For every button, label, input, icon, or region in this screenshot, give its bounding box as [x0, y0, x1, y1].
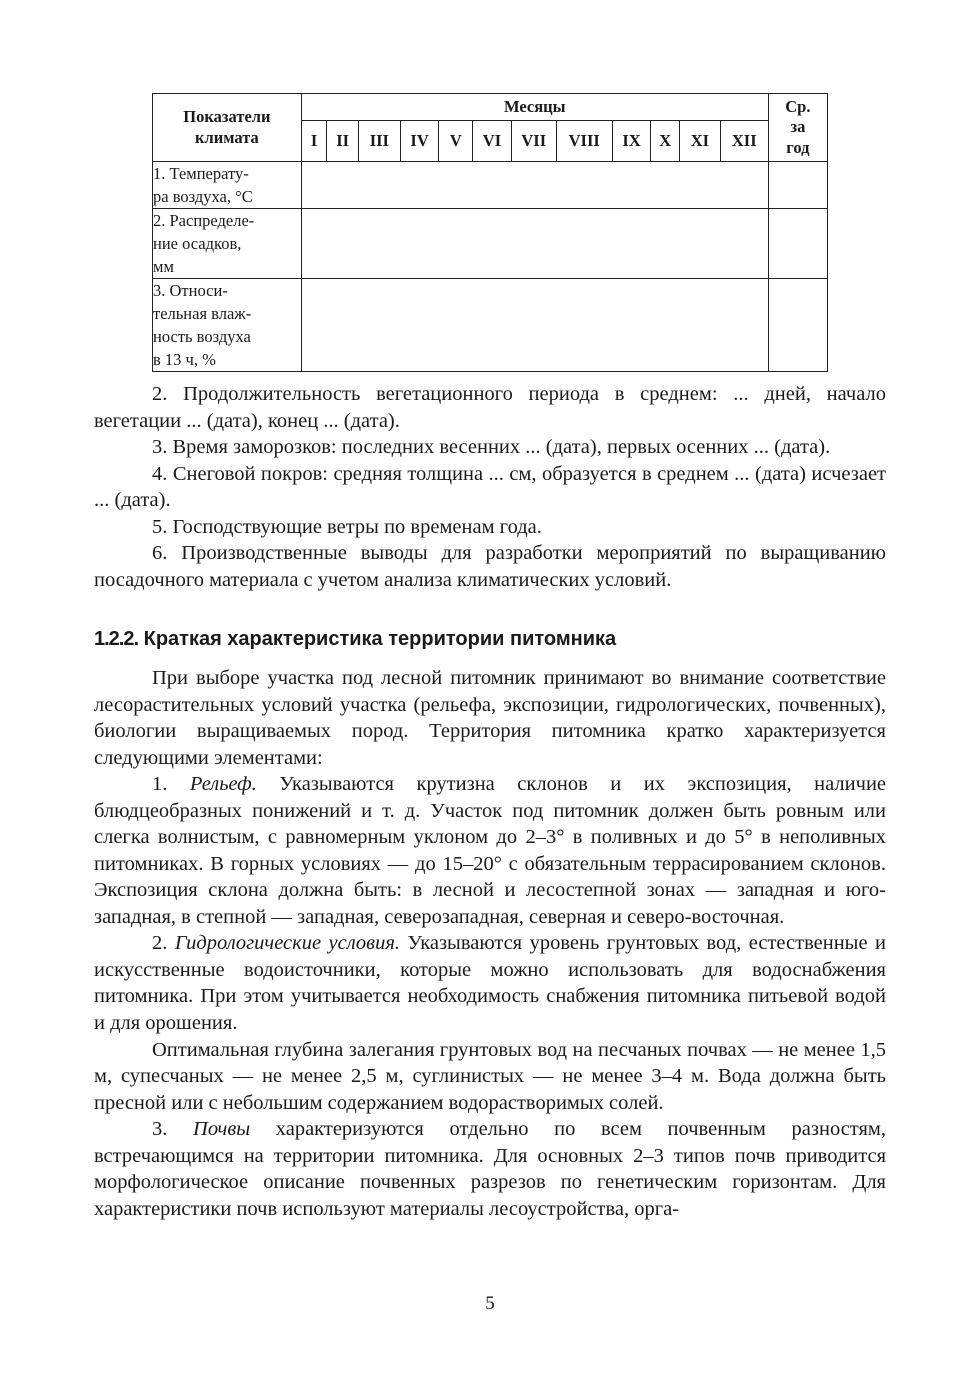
paragraph-intro: При выборе участка под лесной питомник принимают во внимание соответствие лесорастительных условий участка (рельефа, экспозиции, гидрологических, почвенных), биологии выращиваемых пород. Территория питомника кратко характеризуется следующими элементами: [94, 667, 886, 769]
paragraph-frost-time: 3. Время заморозков: последних весенних ... (дата), первых осенних ... (дата). [152, 436, 831, 458]
hydro-text: Указываются уровень грунтовых вод, естественные и искусственные водоисточники, которые можно использовать для водоснабжения питомника. При этом учитывается необходимость снабжения питомника питьевой водой и для орошения. [94, 932, 887, 1034]
month-header-5: V [439, 121, 473, 162]
row-label-precipitation: 2. Распределе- ние осадков, мм [153, 209, 302, 279]
indicator-header: Показатели климата [153, 94, 302, 162]
month-header-8: VIII [556, 121, 612, 162]
humidity-average [768, 279, 827, 372]
month-header-12: XII [720, 121, 768, 162]
hydro-term: Гидрологические условия. [174, 932, 400, 954]
page-number: 5 [485, 1293, 495, 1314]
temperature-month-values [301, 162, 768, 209]
row-label-temperature: 1. Температу- ра воздуха, °С [153, 162, 302, 209]
row-label-humidity: 3. Относи- тельная влаж- ность воздуха в 13 ч, % [153, 279, 302, 372]
paragraph-groundwater: Оптимальная глубина залегания грунтовых вод на песчаных почвах — не менее 1,5 м, супесчаных — не менее 2,5 м, суглинистых — не менее 3–4 м. Вода должна быть пресной или с небольшим содержанием водорастворимых солей. [94, 1038, 886, 1114]
soils-text: характеризуются отдельно по всем почвенным разностям, встречающимся на территории питомника. Для основных 2–3 типов почв приводится морфологическое описание почвенных разрезов по генетическим горизонтам. Для характеристики почв используют материалы лесоустройства, орга- [94, 1118, 887, 1220]
hydro-number: 2. [152, 932, 168, 954]
month-header-6: VI [473, 121, 512, 162]
month-header-9: IX [612, 121, 651, 162]
precipitation-month-values [301, 209, 768, 279]
month-header-3: III [358, 121, 400, 162]
paragraph-vegetation-period: 2. Продолжительность вегетационного периода в среднем: ... дней, начало вегетации ... (дата), конец ... (дата). [94, 383, 886, 432]
relief-number: 1. [152, 773, 168, 795]
months-header: Месяцы [301, 94, 768, 121]
climate-items-list [94, 381, 886, 593]
paragraph-soils [94, 1116, 886, 1222]
month-header-10: X [651, 121, 680, 162]
month-header-2: II [327, 121, 359, 162]
month-header-4: IV [400, 121, 439, 162]
temperature-average [768, 162, 827, 209]
paragraph-prevailing-winds: 5. Господствующие ветры по временам года. [152, 515, 542, 538]
climate-table [152, 93, 828, 372]
section-heading [94, 624, 886, 654]
paragraph-hydrology [94, 930, 886, 1036]
relief-term: Рельеф. [189, 773, 257, 795]
month-header-7: VII [511, 121, 556, 162]
paragraph-snow-cover: 4. Снеговой покров: средняя толщина ... см, образуется в среднем ... (дата) исчезает ... (дата). [94, 462, 886, 511]
relief-text: Указываются крутизна склонов и их экспозиция, наличие блюдцеобразных понижений и т. д. Участок под питомник должен быть ровным или слегка волнистым, с равномерным уклоном до 2–3° в поливных и до 5° в неполивных питомниках. В горных условиях — до 15–20° с обязательным террасированием склонов. Экспозиция склона должна быть: в лесной и лесостепной зонах — западная и юго-западная, в степной — западная, северозападная, северная и северо-восточная. [94, 773, 887, 928]
precipitation-average [768, 209, 827, 279]
month-header-11: XI [680, 121, 721, 162]
soils-term: Почвы [193, 1118, 251, 1140]
annual-average-header: Ср. за год [768, 94, 827, 162]
section-number: 1.2.2. [94, 628, 139, 650]
section-title: Краткая характеристика территории питомника [143, 628, 617, 650]
month-header-1: I [301, 121, 326, 162]
soils-number: 3. [152, 1118, 168, 1140]
paragraph-production-conclusions: 6. Производственные выводы для разработки мероприятий по выращиванию посадочного материала с учетом анализа климатических условий. [94, 542, 886, 591]
section-body [94, 665, 886, 1222]
paragraph-relief [94, 771, 886, 930]
humidity-month-values [301, 279, 768, 372]
